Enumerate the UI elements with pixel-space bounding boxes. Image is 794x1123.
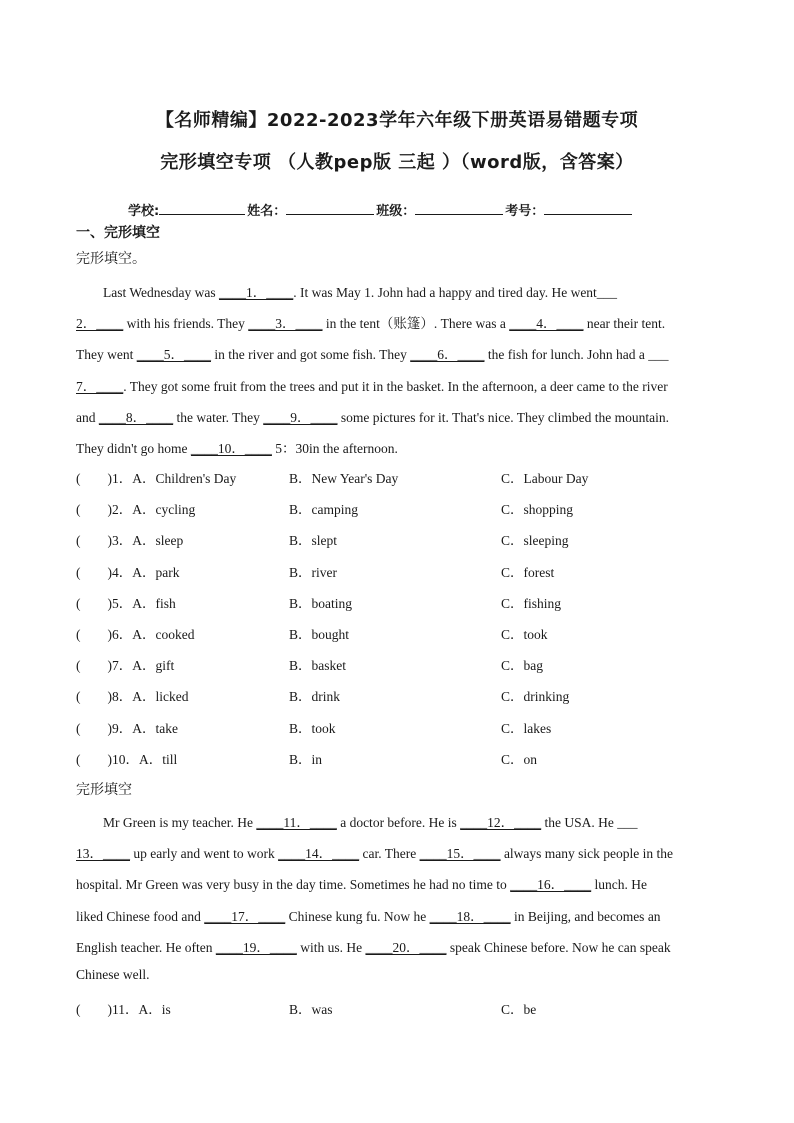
question-option-c: C．Labour Day xyxy=(501,471,589,486)
question-option-c: C．drinking xyxy=(501,689,570,705)
passage-text: They went xyxy=(76,347,137,363)
question-row xyxy=(76,623,716,643)
passage-text: lunch. He xyxy=(591,877,648,893)
question-row xyxy=(76,561,716,581)
question-option-c: C．on xyxy=(501,751,538,767)
passage-text: Chinese kung fu. Now he xyxy=(285,908,430,924)
passage-text: up early and went to work xyxy=(130,846,279,862)
question-option-c: C．bag xyxy=(501,658,543,674)
passage-text: hospital. Mr Green was very busy in the day time. Sometimes he had no time to xyxy=(76,877,511,893)
question-option-b: B．took xyxy=(289,720,336,736)
school-blank[interactable] xyxy=(159,202,245,215)
passage-text: in the tent（账篷）. There was a xyxy=(322,316,510,332)
school-label: 学校: xyxy=(128,204,160,219)
passage-line xyxy=(76,375,668,395)
answer-blank: ____20．____ xyxy=(365,939,447,955)
passage-text: . It was May 1. John had a happy and tired day. He went___ xyxy=(293,285,618,300)
passage-text: Last Wednesday was xyxy=(76,285,220,300)
passage-line xyxy=(76,281,617,301)
passage-line xyxy=(76,873,647,893)
answer-blank: 2．____ xyxy=(76,316,124,332)
answer-blank: ____4．____ xyxy=(509,316,584,332)
question-row xyxy=(76,498,716,518)
question-option-c: C．shopping xyxy=(501,502,574,518)
answer-blank: ____15．____ xyxy=(419,846,501,862)
passage-text: with his friends. They xyxy=(123,316,249,332)
passage-text: . They got some fruit from the trees and put it in the basket. In the afternoon, a deer came to the river xyxy=(123,378,668,394)
question-option-c: C．lakes xyxy=(501,720,552,736)
passage-line xyxy=(76,312,665,332)
passage-line xyxy=(76,967,150,983)
answer-blank: ____3．____ xyxy=(248,316,323,332)
passage-text: Mr Green is my teacher. He xyxy=(76,815,257,830)
passage-text: the fish for lunch. John had a ___ xyxy=(484,347,669,363)
question-option-b: B．river xyxy=(289,564,337,580)
question-row xyxy=(76,717,716,737)
question-option-c: C．sleeping xyxy=(501,533,569,549)
question-option-a: ( )11．A．is xyxy=(76,1002,171,1017)
passage-line xyxy=(76,406,669,426)
answer-blank: ____10．____ xyxy=(190,441,272,456)
question-row xyxy=(76,592,716,612)
class-label: 班级： xyxy=(376,204,416,219)
question-option-a: ( )3．A．sleep xyxy=(76,533,184,549)
passage-text: in the river and got some fish. They xyxy=(210,347,411,363)
question-option-b: B．basket xyxy=(289,658,346,674)
section-heading: 一、完形填空 xyxy=(76,225,160,241)
question-option-b: B．was xyxy=(289,1002,333,1017)
question-row xyxy=(76,654,716,674)
question-option-a: ( )10．A．till xyxy=(76,751,178,767)
question-row xyxy=(76,529,716,549)
question-option-a: ( )2．A．cycling xyxy=(76,502,196,518)
part2-intro: 完形填空 xyxy=(76,783,132,798)
answer-blank: ____19．____ xyxy=(215,939,297,955)
passage-line xyxy=(76,905,661,925)
question-option-a: ( )1．A．Children's Day xyxy=(76,471,237,486)
passage-text: with us. He xyxy=(296,939,366,955)
question-row xyxy=(76,685,716,705)
question-option-b: B．slept xyxy=(289,533,338,549)
question-option-b: B．drink xyxy=(289,689,341,705)
passage-text: some pictures for it. That's nice. They climbed the mountain. xyxy=(337,409,669,425)
exam-number-label: 考号： xyxy=(505,204,545,219)
question-option-c: C．forest xyxy=(501,564,555,580)
question-option-a: ( )4．A．park xyxy=(76,564,180,580)
passage-line xyxy=(76,811,638,831)
passage-text: always many sick people in the xyxy=(500,846,674,862)
passage-text: near their tent. xyxy=(583,316,666,332)
passage-text: the USA. He ___ xyxy=(541,815,638,830)
question-option-b: B．boating xyxy=(289,595,352,611)
passage-text: Chinese well. xyxy=(76,967,150,982)
answer-blank: ____12．____ xyxy=(460,815,542,830)
passage-text: English teacher. He often xyxy=(76,939,216,955)
passage-text: the water. They xyxy=(173,409,264,425)
question-option-b: B．in xyxy=(289,751,323,767)
passage-line xyxy=(76,842,673,862)
passage-line xyxy=(76,936,671,956)
question-row xyxy=(76,748,716,768)
passage-text: speak Chinese before. Now he can speak xyxy=(446,939,671,955)
answer-blank: ____1．____ xyxy=(219,285,294,300)
part1-intro: 完形填空。 xyxy=(76,252,146,267)
passage-text: car. There xyxy=(359,846,420,862)
exam-number-blank[interactable] xyxy=(544,202,632,215)
answer-blank: ____6．____ xyxy=(410,347,485,363)
question-option-c: C．fishing xyxy=(501,595,562,611)
answer-blank: ____9．____ xyxy=(263,409,338,425)
answer-blank: ____8．____ xyxy=(98,409,174,425)
question-option-a: ( )7．A．gift xyxy=(76,658,175,674)
student-info-line xyxy=(128,200,634,219)
passage-line xyxy=(76,343,669,363)
question-row xyxy=(76,467,716,487)
document-title-line1: 【名师精编】2022-2023学年六年级下册英语易错题专项 xyxy=(155,110,639,131)
passage-text: They didn't go home xyxy=(76,441,191,456)
name-label: 姓名： xyxy=(247,204,287,219)
answer-blank: ____14．____ xyxy=(278,846,360,862)
question-option-b: B．bought xyxy=(289,627,350,642)
passage-text: in Beijing, and becomes an xyxy=(510,908,661,924)
name-blank[interactable] xyxy=(286,202,374,215)
answer-blank: ____16．____ xyxy=(510,877,592,893)
question-option-a: ( )9．A．take xyxy=(76,720,178,736)
answer-blank: 7．____ xyxy=(76,378,124,394)
question-option-c: C．be xyxy=(501,1002,537,1017)
answer-blank: 13．____ xyxy=(76,846,130,862)
question-option-a: ( )5．A．fish xyxy=(76,595,176,611)
document-title-line2: 完形填空专项 （人教pep版 三起 ）（word版，含答案） xyxy=(160,152,634,173)
question-option-c: C．took xyxy=(501,627,548,642)
passage-text: and xyxy=(76,409,99,425)
question-option-a: ( )6．A．cooked xyxy=(76,627,195,642)
passage-text: liked Chinese food and xyxy=(76,908,205,924)
answer-blank: ____17．____ xyxy=(204,908,286,924)
question-option-a: ( )8．A．licked xyxy=(76,689,189,705)
passage-text: 5：30in the afternoon. xyxy=(271,441,398,456)
question-row xyxy=(76,998,716,1018)
class-blank[interactable] xyxy=(415,202,503,215)
question-option-b: B．camping xyxy=(289,502,358,518)
answer-blank: ____18．____ xyxy=(429,908,511,924)
passage-line xyxy=(76,437,398,457)
passage-text: a doctor before. He is xyxy=(336,815,461,830)
answer-blank: ____11．____ xyxy=(256,815,337,830)
answer-blank: ____5．____ xyxy=(136,347,211,363)
question-option-b: B．New Year's Day xyxy=(289,471,399,486)
